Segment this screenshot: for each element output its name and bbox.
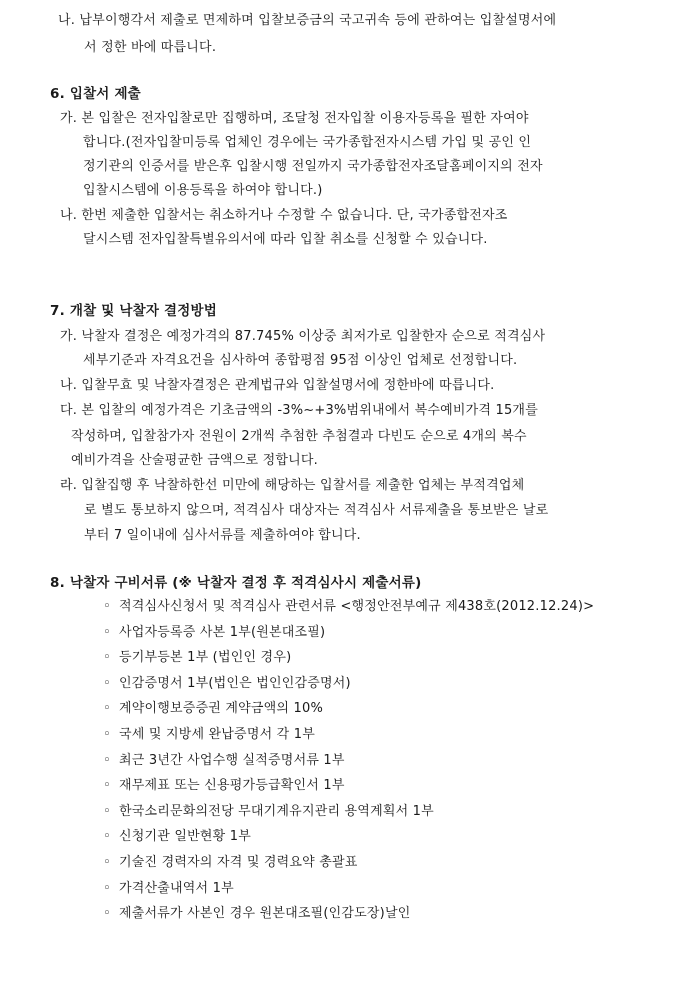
bullet-icon: ◦ xyxy=(103,624,111,640)
section-8-title: 8. 낙찰자 구비서류 (※ 낙찰자 결정 후 적격심사시 제출서류) xyxy=(50,575,422,591)
list-item xyxy=(103,752,345,770)
list-item-label: 사업자등록증 사본 1부(원본대조필) xyxy=(119,624,326,640)
section-7-title: 7. 개찰 및 낙찰자 결정방법 xyxy=(50,303,217,319)
list-item xyxy=(103,700,323,718)
section-6-ga-line-1: 가. 본 입찰은 전자입찰로만 집행하며, 조달청 전자입찰 이용자등록을 필한 자여야 xyxy=(60,111,529,126)
bullet-icon: ◦ xyxy=(103,675,111,691)
list-item xyxy=(103,854,358,872)
list-item xyxy=(103,803,434,821)
list-item-label: 국세 및 지방세 완납증명서 각 1부 xyxy=(119,727,315,742)
section-7-ra-line-1: 라. 입찰집행 후 낙찰하한선 미만에 해당하는 입찰서를 제출한 업체는 부적격업체 xyxy=(60,478,525,493)
section-6-title: 6. 입찰서 제출 xyxy=(50,86,141,102)
section-7-ga-line-2: 세부기준과 자격요건을 심사하여 종합평점 95점 이상인 업체로 선정합니다. xyxy=(83,353,518,368)
section-7-da-line-1: 다. 본 입찰의 예정가격은 기초금액의 -3%~+3%범위내에서 복수예비가격 15개를 xyxy=(60,403,538,418)
section-7-ra-line-2: 로 별도 통보하지 않으며, 적격심사 대상자는 적격심사 서류제출을 통보받은 날로 xyxy=(84,503,549,518)
section-7-da-line-3: 예비가격을 산술평균한 금액으로 정합니다. xyxy=(71,453,318,468)
section-7-na-line-1: 나. 입찰무효 및 낙찰자결정은 관계법규와 입찰설명서에 정한바에 따릅니다. xyxy=(60,378,495,393)
list-item xyxy=(103,828,251,846)
bullet-icon: ◦ xyxy=(103,855,111,870)
list-item-label: 가격산출내역서 1부 xyxy=(119,880,234,896)
list-item-label: 적격심사신청서 및 적격심사 관련서류 <행정안전부예규 제438호(2012.12.24)> xyxy=(119,599,595,614)
list-item xyxy=(103,649,291,667)
bullet-icon: ◦ xyxy=(103,829,111,845)
section-7-ra-line-3: 부터 7 일이내에 심사서류를 제출하여야 합니다. xyxy=(84,528,361,543)
list-item xyxy=(103,905,410,923)
section-7-da-line-2: 작성하며, 입찰참가자 전원이 2개씩 추첨한 추첨결과 다빈도 순으로 4개의 복수 xyxy=(71,429,527,444)
bullet-icon: ◦ xyxy=(103,727,111,742)
list-item-label: 등기부등본 1부 (법인인 경우) xyxy=(119,650,292,666)
list-item-label: 재무제표 또는 신용평가등급확인서 1부 xyxy=(119,778,345,794)
list-item xyxy=(103,598,594,616)
list-item xyxy=(103,726,315,744)
list-item-label: 신청기관 일반현황 1부 xyxy=(119,829,251,845)
list-item-label: 계약이행보증증권 계약금액의 10% xyxy=(119,701,324,717)
list-item-label: 최근 3년간 사업수행 실적증명서류 1부 xyxy=(119,752,345,768)
bullet-icon: ◦ xyxy=(103,803,111,819)
bullet-icon: ◦ xyxy=(103,906,111,922)
list-item-label: 한국소리문화의전당 무대기계유지관리 용역계획서 1부 xyxy=(119,803,434,819)
bullet-icon: ◦ xyxy=(103,650,111,666)
list-item-label: 제출서류가 사본인 경우 원본대조필(인감도장)날인 xyxy=(119,906,411,922)
list-item xyxy=(103,624,325,642)
section-6-ga-line-3: 정기관의 인증서를 받은후 입찰시행 전일까지 국가종합전자조달홈페이지의 전자 xyxy=(83,159,543,174)
list-item-label: 인감증명서 1부(법인은 법인인감증명서) xyxy=(119,675,351,691)
list-item-label: 기술진 경력자의 자격 및 경력요약 총괄표 xyxy=(119,855,358,870)
section-7-ga-line-1: 가. 낙찰자 결정은 예정가격의 87.745% 이상중 최저가로 입찰한자 순으로 적격심사 xyxy=(60,329,546,344)
section-6-ga-line-2: 합니다.(전자입찰미등록 업체인 경우에는 국가종합전자시스템 가입 및 공인 인 xyxy=(83,135,532,150)
list-item xyxy=(103,880,234,898)
item-na-line-1: 나. 납부이행각서 제출로 면제하며 입찰보증금의 국고귀속 등에 관하여는 입찰설명서에 xyxy=(58,13,557,28)
bullet-icon: ◦ xyxy=(103,778,111,794)
section-6-na-line-1: 나. 한번 제출한 입찰서는 취소하거나 수정할 수 없습니다. 단, 국가종합전자조 xyxy=(60,208,508,223)
list-item xyxy=(103,675,351,693)
bullet-icon: ◦ xyxy=(103,752,111,768)
list-item xyxy=(103,777,345,795)
item-na-line-2: 서 정한 바에 따릅니다. xyxy=(84,40,217,55)
section-6-na-line-2: 달시스템 전자입찰특별유의서에 따라 입찰 취소를 신청할 수 있습니다. xyxy=(83,232,488,247)
bullet-icon: ◦ xyxy=(103,880,111,896)
bullet-icon: ◦ xyxy=(103,599,111,614)
bullet-icon: ◦ xyxy=(103,701,111,717)
section-6-ga-line-4: 입찰시스템에 이용등록을 하여야 합니다.) xyxy=(83,183,323,198)
